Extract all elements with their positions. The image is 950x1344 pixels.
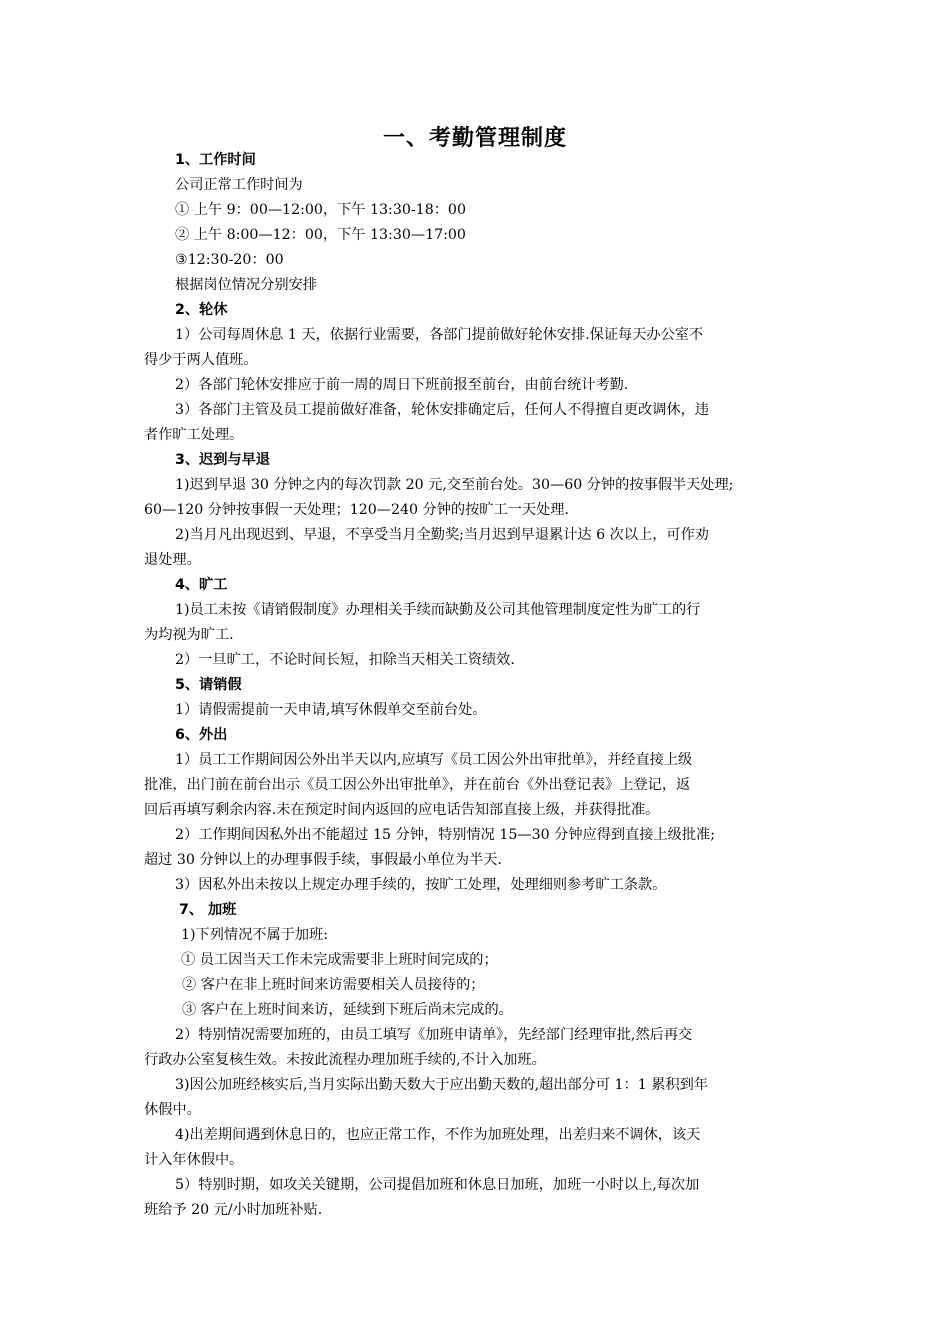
paragraph-line: 2）一旦旷工，不论时间长短，扣除当天相关工资绩效. bbox=[175, 652, 515, 668]
section-heading: 7、 加班 bbox=[179, 902, 237, 918]
paragraph-line: 4)出差期间遇到休息日的，也应正常工作，不作为加班处理，出差归来不调休，该天 bbox=[175, 1127, 701, 1143]
paragraph-continuation: 回后再填写剩余内容.未在预定时间内返回的应电话告知部直接上级，并获得批准。 bbox=[144, 802, 660, 818]
paragraph-line: 1）员工工作期间因公外出半天以内,应填写《员工因公外出审批单》，并经直接上级 bbox=[175, 752, 693, 768]
paragraph-line: ② 上午 8:00—12：00，下午 13:30—17:00 bbox=[175, 227, 466, 243]
paragraph-line: 1）公司每周休息 1 天，依据行业需要，各部门提前做好轮休安排.保证每天办公室不 bbox=[175, 327, 704, 343]
paragraph-line: 1)下列情况不属于加班: bbox=[181, 927, 329, 943]
paragraph-continuation: 者作旷工处理。 bbox=[144, 427, 244, 443]
paragraph-line: 3）各部门主管及员工提前做好准备，轮休安排确定后，任何人不得擅自更改调休，违 bbox=[175, 402, 709, 418]
paragraph-line: 公司正常工作时间为 bbox=[175, 177, 303, 193]
paragraph-continuation: 行政办公室复核生效。未按此流程办理加班手续的,不计入加班。 bbox=[144, 1052, 546, 1068]
paragraph-continuation: 60—120 分钟按事假一天处理；120—240 分钟的按旷工一天处理. bbox=[144, 502, 569, 518]
paragraph-line: 5）特别时期，如攻关关键期，公司提倡加班和休息日加班，加班一小时以上,每次加 bbox=[175, 1177, 700, 1193]
paragraph-line: 2）特别情况需要加班的，由员工填写《加班申请单》，先经部门经理审批,然后再交 bbox=[175, 1027, 693, 1043]
paragraph-line: 1)员工未按《请销假制度》办理相关手续而缺勤及公司其他管理制度定性为旷工的行 bbox=[175, 602, 701, 618]
paragraph-line: 2）各部门轮休安排应于前一周的周日下班前报至前台，由前台统计考勤. bbox=[175, 377, 629, 393]
paragraph-continuation: 为均视为旷工. bbox=[144, 627, 234, 643]
paragraph-continuation: 超过 30 分钟以上的办理事假手续，事假最小单位为半天. bbox=[144, 852, 502, 868]
paragraph-line: ③12:30-20：00 bbox=[175, 252, 284, 268]
paragraph-continuation: 得少于两人值班。 bbox=[144, 352, 258, 368]
section-heading: 4、旷工 bbox=[175, 577, 228, 593]
paragraph-line: 1）请假需提前一天申请,填写休假单交至前台处。 bbox=[175, 702, 487, 718]
paragraph-line: ② 客户在非上班时间来访需要相关人员接待的； bbox=[182, 977, 485, 993]
paragraph-line: 2）工作期间因私外出不能超过 15 分钟，特别情况 15—30 分钟应得到直接上级批准; bbox=[175, 827, 716, 843]
section-heading: 2、轮休 bbox=[175, 302, 228, 318]
paragraph-line: 3）因私外出未按以上规定办理手续的，按旷工处理，处理细则参考旷工条款。 bbox=[175, 877, 667, 893]
section-heading: 1、工作时间 bbox=[175, 152, 256, 168]
paragraph-continuation: 计入年休假中。 bbox=[144, 1152, 244, 1168]
document-body bbox=[144, 148, 809, 1223]
paragraph-continuation: 批准，出门前在前台出示《员工因公外出审批单》，并在前台《外出登记表》上登记，返 bbox=[144, 777, 691, 793]
paragraph-continuation: 班给予 20 元/小时加班补贴. bbox=[144, 1202, 323, 1218]
paragraph-line: 根据岗位情况分别安排 bbox=[175, 277, 317, 293]
paragraph-line: ① 员工因当天工作未完成需要非上班时间完成的； bbox=[181, 952, 498, 968]
paragraph-continuation: 休假中。 bbox=[144, 1102, 201, 1118]
paragraph-continuation: 退处理。 bbox=[144, 552, 201, 568]
paragraph-line: ① 上午 9：00—12:00，下午 13:30-18：00 bbox=[175, 202, 466, 218]
section-heading: 3、迟到与早退 bbox=[175, 452, 270, 468]
paragraph-line: 1)迟到早退 30 分钟之内的每次罚款 20 元,交至前台处。30—60 分钟的按事假半天处理; bbox=[175, 477, 734, 493]
paragraph-line: ③ 客户在上班时间来访，延续到下班后尚未完成的。 bbox=[182, 1002, 513, 1018]
paragraph-line: 3)因公加班经核实后,当月实际出勤天数大于应出勤天数的,超出部分可 1：1 累积到年 bbox=[175, 1077, 709, 1093]
section-heading: 6、外出 bbox=[175, 727, 228, 743]
document-title: 一、考勤管理制度 bbox=[382, 126, 567, 151]
section-heading: 5、请销假 bbox=[175, 677, 242, 693]
paragraph-line: 2)当月凡出现迟到、早退，不享受当月全勤奖;当月迟到早退累计达 6 次以上，可作劝 bbox=[175, 527, 709, 543]
